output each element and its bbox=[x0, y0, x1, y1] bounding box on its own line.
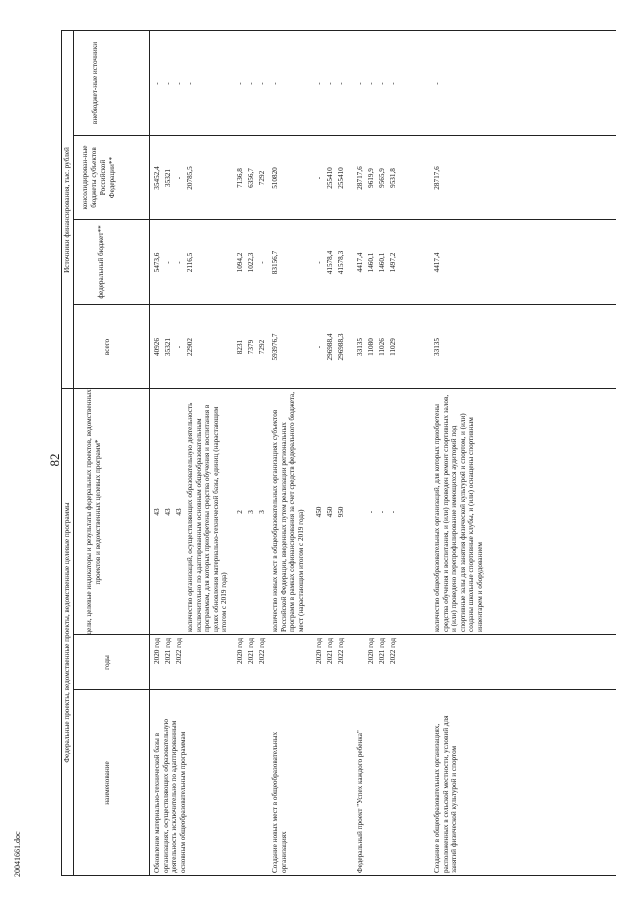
header-years: годы bbox=[103, 655, 111, 670]
row-federal: 1460,1 bbox=[378, 252, 386, 273]
row-year: 2020 год bbox=[315, 638, 323, 664]
header-goals: цели, целевые индикаторы и результаты федеральных проектов, ведомственных проектов и ведомственных целевых программ* bbox=[85, 389, 102, 635]
row-federal: 4417,4 bbox=[356, 252, 364, 273]
row-goal: - bbox=[378, 510, 386, 514]
row-year: 2020 год bbox=[153, 638, 161, 664]
row-consolidated: 35452,4 bbox=[153, 166, 161, 190]
col-divider-2 bbox=[73, 689, 616, 690]
row-consolidated: 7292 bbox=[258, 170, 266, 186]
row-extra: - bbox=[378, 82, 386, 85]
row-total: 7379 bbox=[247, 339, 255, 355]
row-extra: - bbox=[236, 82, 244, 85]
indicator-text: количество новых мест в общеобразовательных организациях субъектов Российской Федерации, введенных путем реализации региональных программ в рамках софинансирования за счет средств федерального бюджета, мест (нарастающим итогом с 2019 года) bbox=[271, 392, 305, 632]
row-federal: 1022,3 bbox=[247, 252, 255, 273]
indicator-consolidated: 20785,5 bbox=[186, 166, 194, 190]
row-year: 2020 год bbox=[367, 638, 375, 664]
row-consolidated: 9531,8 bbox=[389, 168, 397, 188]
row-goal: 3 bbox=[247, 510, 255, 514]
row-consolidated: 255410 bbox=[326, 167, 334, 189]
row-total: 11080 bbox=[367, 338, 375, 356]
row-consolidated: 7136,8 bbox=[236, 168, 244, 188]
row-extra: - bbox=[164, 82, 172, 85]
row-year: 2021 год bbox=[326, 638, 334, 664]
row-consolidated: 6356,7 bbox=[247, 168, 255, 188]
header-name: наименование bbox=[103, 761, 111, 805]
row-total: 296988,4 bbox=[326, 333, 334, 361]
row-consolidated: - bbox=[175, 176, 183, 180]
row-total: 33135 bbox=[356, 338, 364, 356]
row-total: 11026 bbox=[378, 338, 386, 356]
section-name: Создание в общеобразовательных организациях, расположенных в сельской местности, условий для занятий физической культурой и спортом bbox=[433, 715, 458, 873]
row-extra: - bbox=[326, 82, 334, 85]
row-total: 8231 bbox=[236, 339, 244, 355]
row-goal: - bbox=[367, 510, 375, 514]
indicator-extra: - bbox=[433, 82, 441, 85]
row-extra: - bbox=[389, 82, 397, 85]
row-total: - bbox=[175, 345, 183, 349]
indicator-consolidated: 28717,6 bbox=[433, 166, 441, 190]
row-total: 40926 bbox=[153, 338, 161, 356]
row-goal: 450 bbox=[326, 506, 334, 518]
indicator-consolidated: 510820 bbox=[271, 167, 279, 189]
row-extra: - bbox=[153, 82, 161, 85]
row-year: 2022 год bbox=[258, 638, 266, 664]
section-name: Обновление материально-технической базы в организациях, осуществляющих образовательную деятельность исключительно по адаптированным основным общеобразовательным программам bbox=[153, 719, 187, 873]
row-federal: 1497,2 bbox=[389, 252, 397, 273]
table-top-border bbox=[61, 30, 62, 876]
indicator-text: количество общеобразовательных организаций, для которых приобретены средства обучения и воспитания, и (или) проведен ремонт спортивных залов, и (или) проведено перепрофилирование имеющихся аудиторий под спортивные залы для занятия физической культурой и спортом, и (или) созданы школьные спортивные клубы, и (или) оснащены спортивным инвентарем и оборудованием bbox=[433, 394, 484, 632]
row-consolidated: 9565,9 bbox=[378, 168, 386, 188]
indicator-extra: - bbox=[271, 82, 279, 85]
header-group-projects: Федеральные проекты, ведомственные проекты, ведомственные целевые программы bbox=[63, 502, 71, 763]
indicator-total: 33135 bbox=[433, 338, 441, 356]
row-consolidated: 255410 bbox=[337, 167, 345, 189]
indicator-text: количество организаций, осуществляющих образовательную деятельность исключительно по адаптированным основным общеобразовательным программам, для которых приобретены средства обучения и воспитания в целях обновления материально-технической базы, единиц (нарастающим итогом с 2019 года) bbox=[186, 402, 228, 632]
row-extra: - bbox=[175, 82, 183, 85]
indicator-total: 22902 bbox=[186, 338, 194, 356]
row-extra: - bbox=[315, 82, 323, 85]
indicator-federal: 83156,7 bbox=[271, 250, 279, 275]
row-total: - bbox=[315, 345, 323, 349]
row-extra: - bbox=[258, 82, 266, 85]
row-federal: - bbox=[315, 261, 323, 264]
row-goal: 3 bbox=[258, 510, 266, 514]
col-divider-1 bbox=[61, 875, 616, 876]
indicator-federal: 4417,4 bbox=[433, 252, 441, 273]
row-goal: 43 bbox=[175, 508, 183, 516]
row-year: 2022 год bbox=[175, 638, 183, 664]
row-consolidated: 35321 bbox=[164, 169, 172, 187]
row-goal: 950 bbox=[337, 506, 345, 518]
row-consolidated: - bbox=[315, 176, 323, 180]
header-group-divider bbox=[73, 30, 74, 876]
row-extra: - bbox=[247, 82, 255, 85]
row-extra: - bbox=[337, 82, 345, 85]
row-extra: - bbox=[367, 82, 375, 85]
section-name: Создание новых мест в общеобразовательных организациях bbox=[271, 731, 288, 873]
indicator-federal: 2116,5 bbox=[186, 252, 194, 273]
header-consolidated: консолидирован-ные бюджеты субъектов Российской Федерации** bbox=[81, 145, 116, 210]
page-number: 82 bbox=[47, 453, 62, 467]
row-year: 2022 год bbox=[389, 638, 397, 664]
row-federal: 41578,3 bbox=[337, 250, 345, 275]
row-year: 2021 год bbox=[247, 638, 255, 664]
row-extra: - bbox=[356, 82, 364, 85]
row-goal: - bbox=[389, 510, 397, 514]
row-year: 2020 год bbox=[236, 638, 244, 664]
row-goal: 2 bbox=[236, 510, 244, 514]
header-bottom-border bbox=[149, 30, 150, 876]
row-total: 35321 bbox=[164, 338, 172, 356]
header-total: всего bbox=[103, 338, 111, 356]
section-name: Федеральный проект "Успех каждого ребенка" bbox=[356, 730, 364, 873]
row-year: 2022 год bbox=[337, 638, 345, 664]
indicator-extra: - bbox=[186, 82, 194, 85]
rotated-table bbox=[61, 30, 616, 876]
row-total: 11029 bbox=[389, 338, 397, 356]
document-id: 20041661.doc bbox=[13, 831, 22, 877]
row-goal: 43 bbox=[164, 508, 172, 516]
header-extrabudget: внебюджет-ные источники bbox=[91, 41, 99, 125]
row-goal: 43 bbox=[153, 508, 161, 516]
row-federal: 1460,1 bbox=[367, 252, 375, 273]
header-group-funding: Источники финансирования, тыс. рублей bbox=[63, 147, 71, 273]
row-total: 296988,3 bbox=[337, 333, 345, 361]
row-federal: 1094,2 bbox=[236, 252, 244, 273]
indicator-total: 593976,7 bbox=[271, 333, 279, 361]
row-federal: 41578,4 bbox=[326, 250, 334, 275]
row-federal: - bbox=[164, 261, 172, 264]
row-goal: 450 bbox=[315, 506, 323, 518]
row-federal: 5473,6 bbox=[153, 252, 161, 273]
row-year: 2021 год bbox=[164, 638, 172, 664]
row-federal: - bbox=[175, 261, 183, 264]
row-consolidated: 28717,6 bbox=[356, 166, 364, 190]
row-total: 7292 bbox=[258, 339, 266, 355]
header-federal: федеральный бюджет** bbox=[97, 225, 105, 299]
row-year: 2021 год bbox=[378, 638, 386, 664]
row-federal: - bbox=[258, 261, 266, 264]
row-consolidated: 9619,9 bbox=[367, 168, 375, 188]
